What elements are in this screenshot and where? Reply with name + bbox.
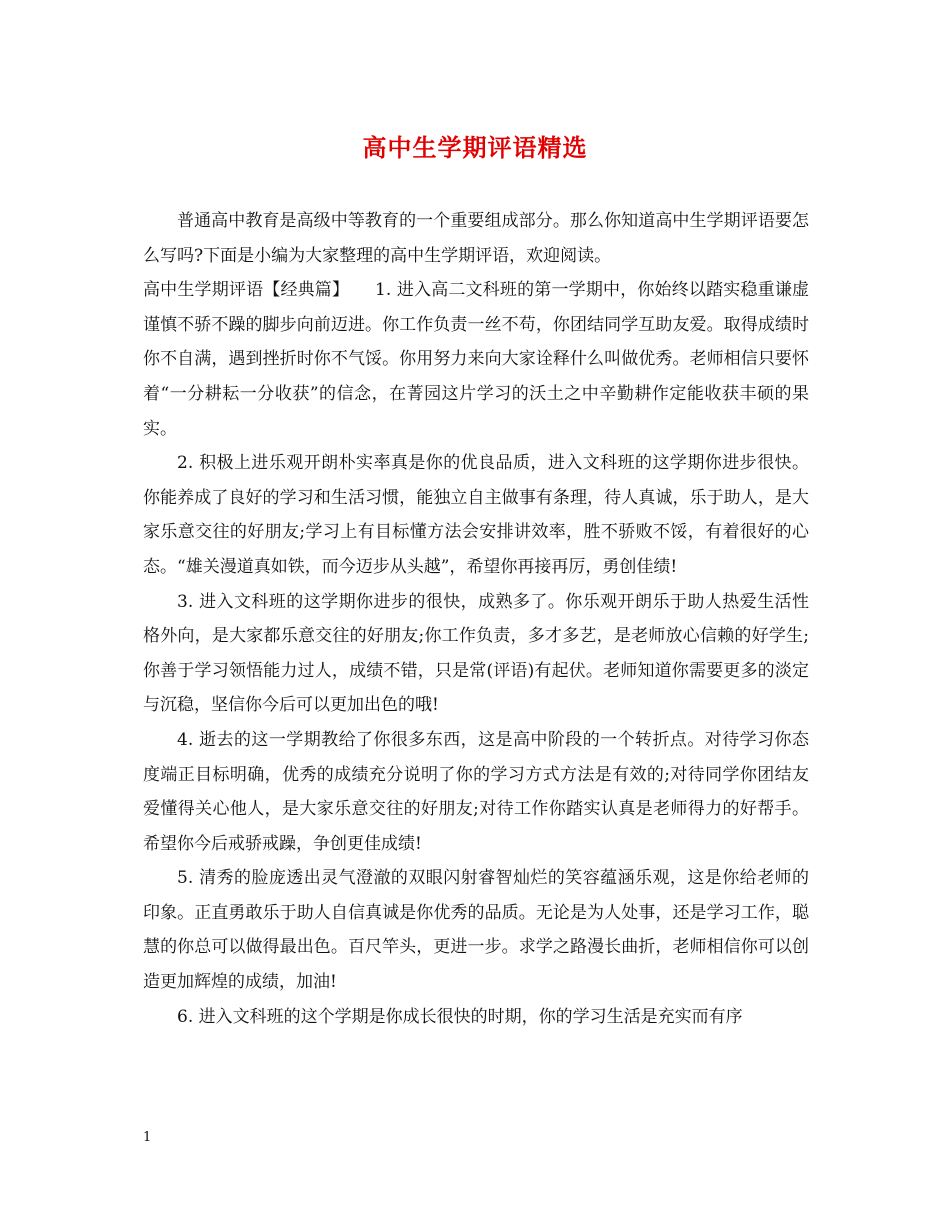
intro-paragraph: 普通高中教育是高级中等教育的一个重要组成部分。那么你知道高中生学期评语要怎么写吗?下面是小编为大家整理的高中生学期评语，欢迎阅读。 [143,211,809,266]
comment-paragraph-5: 5. 清秀的脸庞透出灵气澄澈的双眼闪射睿智灿烂的笑容蕴涵乐观，这是你给老师的印象。正直勇敢乐于助人自信真诚是你优秀的品质。无论是为人处事，还是学习工作，聪慧的你总可以做得最出色。百尺竿头，更进一步。求学之路漫长曲折，老师相信你可以创造更加辉煌的成绩，加油! [143,868,809,993]
comment-paragraph-6: 6. 进入文科班的这个学期是你成长很快的时期，你的学习生活是充实而有序 [177,1006,743,1027]
comment-paragraph-2: 2. 积极上进乐观开朗朴实率真是你的优良品质，进入文科班的这学期你进步很快。你能养成了良好的学习和生活习惯，能独立自主做事有条理，待人真诚，乐于助人，是大家乐意交往的好朋友;学习上有目标懂方法会安排讲效率，胜不骄败不馁，有着很好的心态。“雄关漫道真如铁，而今迈步从头越”，希望你再接再厉，勇创佳绩! [143,453,809,577]
document-body [143,204,809,1034]
page-number: 1 [143,1130,152,1145]
comment-paragraph-3: 3. 进入文科班的这学期你进步的很快，成熟多了。你乐观开朗乐于助人热爱生活性格外向，是大家都乐意交往的好朋友;你工作负责，多才多艺，是老师放心信赖的好学生;你善于学习领悟能力过人，成绩不错，只是常(评语)有起伏。老师知道你需要更多的淡定与沉稳，坚信你今后可以更加出色的哦! [143,591,809,716]
comment-paragraph-4: 4. 逝去的这一学期教给了你很多东西，这是高中阶段的一个转折点。对待学习你态度端正目标明确，优秀的成绩充分说明了你的学习方式方法是有效的;对待同学你团结友爱懂得关心他人，是大家乐意交往的好朋友;对待工作你踏实认真是老师得力的好帮手。希望你今后戒骄戒躁，争创更佳成绩! [143,729,809,854]
document-title: 高中生学期评语精选 [362,133,588,162]
comment-paragraph-1: 高中生学期评语【经典篇】 1. 进入高二文科班的第一学期中，你始终以踏实稳重谦虚谨慎不骄不躁的脚步向前迈进。你工作负责一丝不苟，你团结同学互助友爱。取得成绩时你不自满，遇到挫折时你不气馁。你用努力来向大家诠释什么叫做优秀。老师相信只要怀着“一分耕耘一分收获”的信念，在菁园这片学习的沃土之中辛勤耕作定能收获丰硕的果实。 [143,280,809,439]
